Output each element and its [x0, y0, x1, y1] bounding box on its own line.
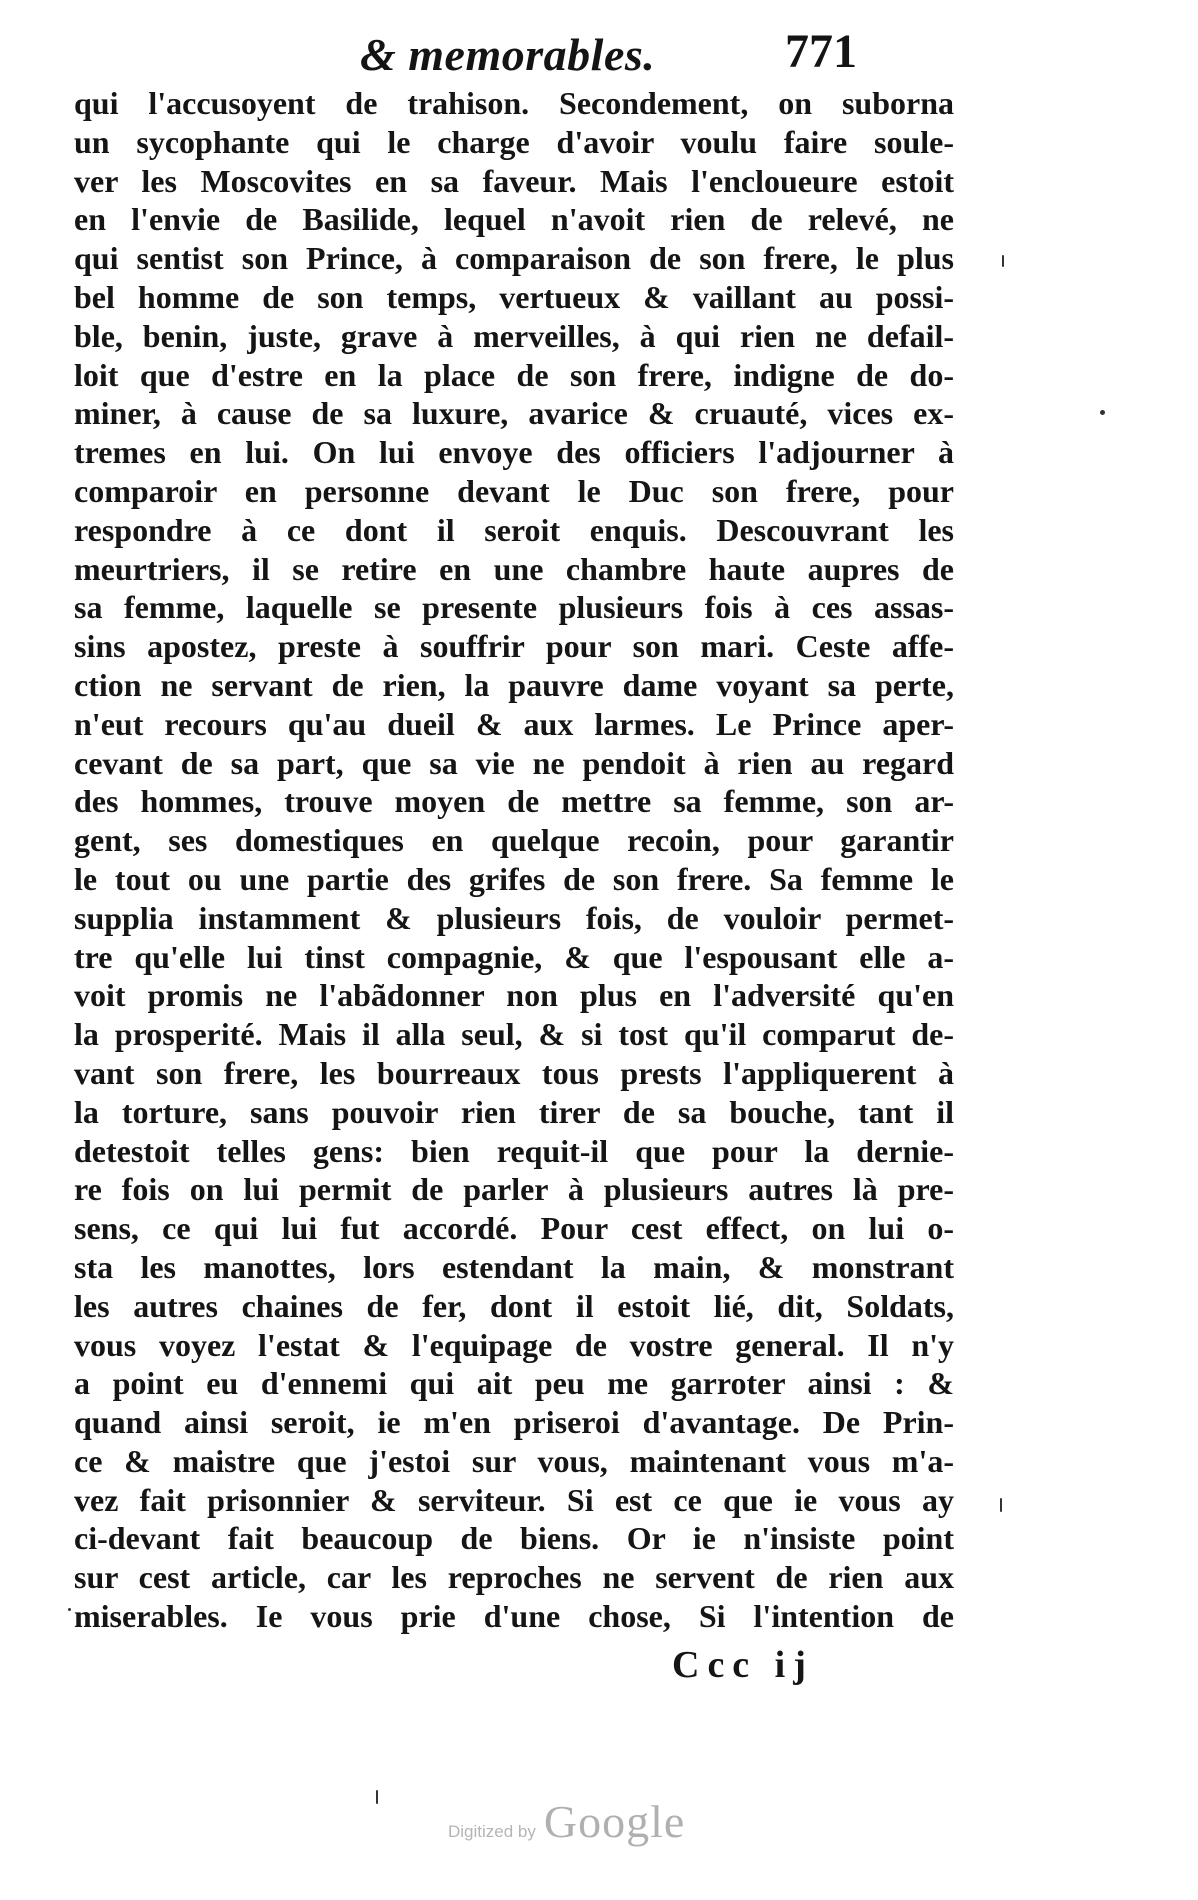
- text-line: detestoit telles gens: bien requit-il que pour la dernie-: [74, 1132, 954, 1169]
- text-line: sens, ce qui lui fut accordé. Pour cest effect, on lui o-: [74, 1210, 954, 1247]
- text-line: qui sentist son Prince, à comparaison de son frere, le plus: [74, 240, 954, 277]
- running-title: & memorables.: [360, 29, 656, 80]
- text-line: n'eut recours qu'au dueil & aux larmes. Le Prince aper-: [74, 705, 954, 742]
- text-line: quand ainsi seroit, ie m'en priseroi d'avantage. De Prin-: [74, 1404, 954, 1441]
- text-line: vez fait prisonnier & serviteur. Si est ce que ie vous ay: [74, 1481, 954, 1518]
- text-line: sta les manottes, lors estendant la main, & monstrant: [74, 1248, 954, 1285]
- digitized-label: Digitized by: [448, 1822, 536, 1841]
- text-line: vous voyez l'estat & l'equipage de vostre general. Il n'y: [74, 1326, 954, 1363]
- text-line: des hommes, trouve moyen de mettre sa femme, son ar-: [74, 783, 954, 820]
- text-line: gent, ses domestiques en quelque recoin, pour garantir: [74, 822, 954, 859]
- page-number: 771: [785, 25, 857, 78]
- text-line: sur cest article, car les reproches ne servent de rien aux: [74, 1559, 954, 1596]
- scan-speck: [1100, 410, 1105, 415]
- text-line: ce & maistre que j'estoi sur vous, maintenant vous m'a-: [74, 1442, 954, 1479]
- text-line: miner, à cause de sa luxure, avarice & cruauté, vices ex-: [74, 395, 954, 432]
- text-line: a point eu d'ennemi qui ait peu me garroter ainsi : &: [74, 1365, 954, 1402]
- text-line: en l'envie de Basilide, lequel n'avoit rien de relevé, ne: [74, 201, 954, 238]
- scan-speck: [376, 1790, 378, 1804]
- text-line: la torture, sans pouvoir rien tirer de sa bouche, tant il: [74, 1093, 954, 1130]
- google-logo: Google: [543, 1796, 686, 1847]
- text-line: les autres chaines de fer, dont il estoit lié, dit, Soldats,: [74, 1287, 954, 1324]
- scan-speck: [1000, 1498, 1002, 1512]
- text-line: tre qu'elle lui tinst compagnie, & que l'espousant elle a-: [74, 938, 954, 975]
- text-line: sins apostez, preste à souffrir pour son mari. Ceste affe-: [74, 628, 954, 665]
- text-line: loit que d'estre en la place de son frere, indigne de do-: [74, 356, 954, 393]
- text-line: tremes en lui. On lui envoye des officiers l'adjourner à: [74, 434, 954, 471]
- scan-speck: [68, 1608, 71, 1611]
- text-line: ble, benin, juste, grave à merveilles, à qui rien ne defail-: [74, 317, 954, 354]
- text-line: bel homme de son temps, vertueux & vaillant au possi-: [74, 278, 954, 315]
- text-line: meurtriers, il se retire en une chambre haute aupres de: [74, 550, 954, 587]
- text-line: un sycophante qui le charge d'avoir voulu faire soule-: [74, 123, 954, 160]
- body-text: [74, 84, 954, 1636]
- scan-speck: [1002, 255, 1004, 267]
- text-line: re fois on lui permit de parler à plusieurs autres là pre-: [74, 1171, 954, 1208]
- text-line: sa femme, laquelle se presente plusieurs fois à ces assas-: [74, 589, 954, 626]
- text-line: supplia instamment & plusieurs fois, de vouloir permet-: [74, 899, 954, 936]
- text-line: le tout ou une partie des grifes de son frere. Sa femme le: [74, 860, 954, 897]
- signature-mark: Ccc ij: [672, 1644, 814, 1686]
- digitized-watermark: [448, 1795, 685, 1848]
- text-line: cevant de sa part, que sa vie ne pendoit à rien au regard: [74, 744, 954, 781]
- text-line: ver les Moscovites en sa faveur. Mais l'encloueure estoit: [74, 162, 954, 199]
- text-line: la prosperité. Mais il alla seul, & si tost qu'il comparut de-: [74, 1016, 954, 1053]
- text-line: ci-devant fait beaucoup de biens. Or ie n'insiste point: [74, 1520, 954, 1557]
- text-line: miserables. Ie vous prie d'une chose, Si l'intention de: [74, 1598, 954, 1635]
- text-line: ction ne servant de rien, la pauvre dame voyant sa perte,: [74, 666, 954, 703]
- text-line: vant son frere, les bourreaux tous prests l'appliquerent à: [74, 1054, 954, 1091]
- text-line: respondre à ce dont il seroit enquis. Descouvrant les: [74, 511, 954, 548]
- text-line: qui l'accusoyent de trahison. Secondement, on suborna: [74, 85, 954, 121]
- text-line: voit promis ne l'abãdonner non plus en l'adversité qu'en: [74, 977, 954, 1014]
- text-line: comparoir en personne devant le Duc son frere, pour: [74, 472, 954, 509]
